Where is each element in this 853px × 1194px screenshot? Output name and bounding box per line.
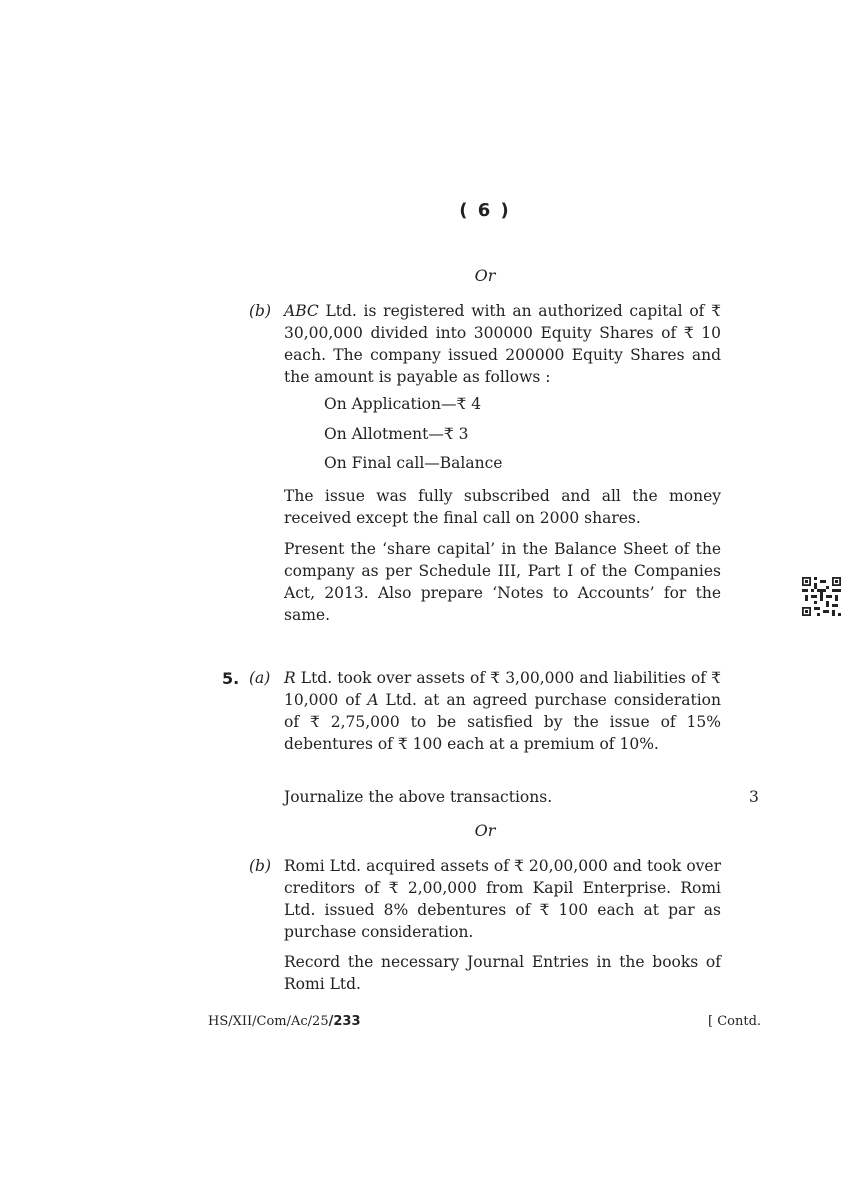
sub-question-label: (b): [249, 857, 272, 875]
sub-question-label: (a): [249, 669, 271, 687]
q4b-paragraph-3: Present the ‘share capital’ in the Balance Sheet of the company as per Schedule III, Part I of the Companies Act, 2013. Also prepare ‘Notes to Accounts’ for the same.: [284, 540, 721, 624]
q5b-paragraph-2: Record the necessary Journal Entries in the books of Romi Ltd.: [284, 953, 721, 993]
payment-item: On Application—₹ 4: [324, 395, 482, 413]
or-divider: Or: [474, 266, 496, 285]
q4b-intro: ABC Ltd. is registered with an authorized capital of ₹ 30,00,000 divided into 300000 Equity Shares of ₹ 10 each. The company issued 200000 Equity Shares and the amount is payable as follows :: [284, 302, 721, 386]
payment-item: On Final call—Balance: [324, 454, 503, 472]
page-number: ( 6 ): [459, 200, 511, 221]
q4b-paragraph-2: The issue was fully subscribed and all the money received except the final call on 2000 shares.: [284, 487, 721, 527]
company-name: ABC: [284, 302, 319, 320]
q5a-instruction: Journalize the above transactions.: [284, 788, 553, 806]
sub-question-label: (b): [249, 302, 272, 320]
continued-label: [ Contd.: [708, 1014, 762, 1029]
qr-code-icon: [802, 577, 841, 616]
q5b-paragraph-1: Romi Ltd. acquired assets of ₹ 20,00,000 and took over creditors of ₹ 2,00,000 from Kapil Enterprise. Romi Ltd. issued 8% debentures of ₹ 100 each at par as purchase consideration.: [284, 857, 721, 941]
or-divider: Or: [474, 821, 496, 840]
payment-item: On Allotment—₹ 3: [324, 425, 469, 443]
q5a-paragraph-1: R Ltd. took over assets of ₹ 3,00,000 and liabilities of ₹ 10,000 of A Ltd. at an agreed purchase consideration of ₹ 2,75,000 to be satisfied by the issue of 15% debentures of ₹ 100 each at a premium of 10%.: [284, 669, 721, 753]
paper-code: HS/XII/Com/Ac/25/233: [208, 1014, 361, 1029]
question-number: 5.: [222, 669, 240, 688]
marks: 3: [749, 788, 759, 806]
